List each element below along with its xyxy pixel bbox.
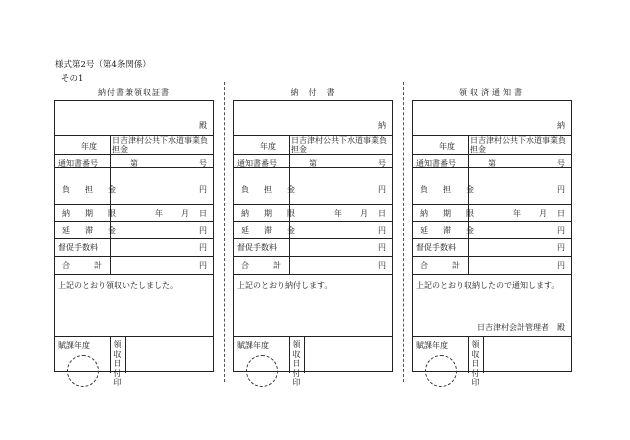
stamp-circle <box>246 355 278 387</box>
entai-label: 延 滞 金 <box>420 226 478 235</box>
futan-yen: 円 <box>378 185 386 194</box>
form-table <box>54 100 214 387</box>
kigen-month: 月 <box>181 209 189 218</box>
futan-yen: 円 <box>199 185 207 194</box>
form-title: 納付書兼領収証書 <box>98 88 170 97</box>
gokei-yen: 円 <box>199 261 207 270</box>
cut-line-2 <box>403 82 404 382</box>
fuka-year-label: 賦課年度 <box>416 341 448 350</box>
gokei-label: 合 計 <box>62 261 102 270</box>
kigen-day: 日 <box>199 209 207 218</box>
form-title-wrap <box>412 84 572 100</box>
entai-label: 延 滞 金 <box>62 226 120 235</box>
tokusoku-yen: 円 <box>199 243 207 252</box>
form-number-heading: 様式第2号（第4条関係） <box>55 60 151 70</box>
entai-yen: 円 <box>557 226 565 235</box>
tokusoku-label: 督促手数料 <box>416 243 456 252</box>
notice-number-go: 号 <box>199 159 207 168</box>
kigen-day: 日 <box>557 209 565 218</box>
notice-number-label: 通知書番号 <box>416 159 456 168</box>
project-name: 日吉津村公共下水道事業負担金 <box>112 136 208 154</box>
form-title-wrap <box>54 84 214 100</box>
kigen-month: 月 <box>539 209 547 218</box>
tokusoku-yen: 円 <box>378 243 386 252</box>
form-part-label: その1 <box>61 74 84 84</box>
issuer-line: 日吉津村会計管理者 殿 <box>477 323 565 332</box>
notice-number-dai: 第 <box>130 159 138 168</box>
form-title: 納 付 書 <box>290 88 336 97</box>
addressee-suffix: 納 <box>378 121 386 130</box>
kigen-year: 年 <box>513 209 521 218</box>
futan-label: 負 担 金 <box>241 185 299 194</box>
nendo-label: 年度 <box>439 142 455 151</box>
tokusoku-label: 督促手数料 <box>237 243 277 252</box>
fuka-year-label: 賦課年度 <box>237 341 269 350</box>
fuka-year-label: 賦課年度 <box>58 341 90 350</box>
tokusoku-yen: 円 <box>557 243 565 252</box>
addressee-suffix: 納 <box>557 121 565 130</box>
futan-yen: 円 <box>557 185 565 194</box>
confirmation-message: 上記のとおり収納したので通知します。 <box>416 281 560 290</box>
confirmation-message: 上記のとおり領収いたしました。 <box>58 281 178 290</box>
project-name: 日吉津村公共下水道事業負担金 <box>470 136 566 154</box>
kigen-label: 納 期 限 <box>420 209 478 218</box>
futan-label: 負 担 金 <box>62 185 120 194</box>
cut-line-1 <box>224 82 225 382</box>
project-name: 日吉津村公共下水道事業負担金 <box>291 136 387 154</box>
confirmation-message: 上記のとおり納付します。 <box>237 281 333 290</box>
kigen-year: 年 <box>155 209 163 218</box>
entai-yen: 円 <box>378 226 386 235</box>
kigen-year: 年 <box>334 209 342 218</box>
receipt-date-stamp-label: 領収日付印 <box>292 340 301 387</box>
kigen-month: 月 <box>360 209 368 218</box>
notice-number-go: 号 <box>378 159 386 168</box>
addressee-suffix: 殿 <box>199 121 207 130</box>
futan-label: 負 担 金 <box>420 185 478 194</box>
form-table <box>412 100 572 387</box>
form-notice <box>412 84 572 387</box>
kigen-day: 日 <box>378 209 386 218</box>
tokusoku-label: 督促手数料 <box>58 243 98 252</box>
gokei-label: 合 計 <box>241 261 281 270</box>
nendo-label: 年度 <box>81 142 97 151</box>
form-payment <box>233 84 393 387</box>
stamp-circle <box>67 355 99 387</box>
kigen-label: 納 期 限 <box>62 209 120 218</box>
stamp-circle <box>425 355 457 387</box>
gokei-yen: 円 <box>378 261 386 270</box>
form-table <box>233 100 393 387</box>
notice-number-label: 通知書番号 <box>237 159 277 168</box>
kigen-label: 納 期 限 <box>241 209 299 218</box>
form-title: 領収済通知書 <box>459 88 525 97</box>
nendo-label: 年度 <box>260 142 276 151</box>
receipt-date-stamp-label: 領収日付印 <box>471 340 480 387</box>
entai-yen: 円 <box>199 226 207 235</box>
form-title-wrap <box>233 84 393 100</box>
gokei-label: 合 計 <box>420 261 460 270</box>
notice-number-label: 通知書番号 <box>58 159 98 168</box>
notice-number-go: 号 <box>557 159 565 168</box>
entai-label: 延 滞 金 <box>241 226 299 235</box>
notice-number-dai: 第 <box>309 159 317 168</box>
receipt-date-stamp-label: 領収日付印 <box>113 340 122 387</box>
gokei-yen: 円 <box>557 261 565 270</box>
notice-number-dai: 第 <box>488 159 496 168</box>
form-receipt <box>54 84 214 387</box>
